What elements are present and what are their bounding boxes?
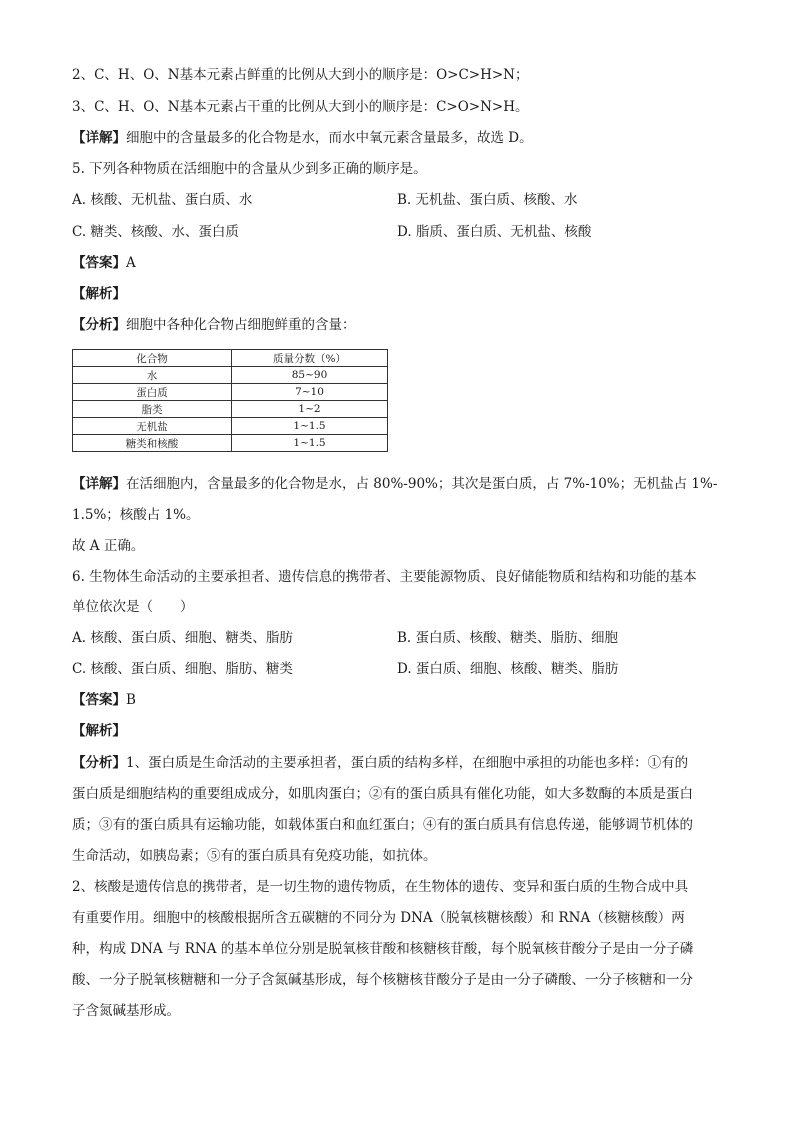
table-header-cell: 化合物 (73, 350, 232, 367)
text-line: 2、C、H、O、N基本元素占鲜重的比例从大到小的顺序是：O>C>H>N； (72, 67, 529, 83)
detail-tag: 【详解】 (72, 130, 126, 146)
question-5-stem: 5. 下列各种物质在活细胞中的含量从少到多正确的顺序是。 (72, 161, 427, 177)
question-5-option-c: C. 糖类、核酸、水、蛋白质 (72, 224, 239, 240)
table-header-cell: 质量分数（%） (232, 350, 388, 367)
question-6-option-d: D. 蛋白质、细胞、核酸、糖类、脂肪 (397, 661, 619, 677)
table-row (73, 367, 388, 384)
answer-value: A (126, 255, 136, 271)
detail-5-line-3: 故 A 正确。 (72, 538, 145, 554)
analysis-5-text (72, 315, 732, 335)
table-cell: 7~10 (232, 384, 388, 401)
analysis-6-line-8: 酸、一分子脱氧核糖糖和一分子含氮碱基形成，每个核糖核苷酸分子是由一分子磷酸、一分子核糖和一分 (72, 972, 693, 988)
analysis-6-line-9: 子含氮碱基形成。 (72, 1003, 180, 1019)
analysis-text: 1、蛋白质是生命活动的主要承担者，蛋白质的结构多样，在细胞中承担的功能也多样：①有的 (126, 755, 689, 771)
question-6-stem-line-2: 单位依次是（ ） (72, 599, 194, 615)
analysis-6-line-2: 蛋白质是细胞结构的重要组成成分，如肌肉蛋白；②有的蛋白质具有催化功能，如大多数酶的本质是蛋白 (72, 786, 693, 802)
text-line: 3、C、H、O、N基本元素占干重的比例从大到小的顺序是：C>O>N>H。 (72, 99, 529, 115)
detail-text: 细胞中的含量最多的化合物是水，而水中氧元素含量最多，故选 D。 (126, 130, 533, 146)
analysis-6-line-7: 种，构成 DNA 与 RNA 的基本单位分别是脱氧核苷酸和核糖核苷酸，每个脱氧核苷酸分子是由一分子磷 (72, 941, 694, 957)
table-header-row (73, 350, 388, 367)
table-cell: 脂类 (73, 401, 232, 418)
detail-5-line-1 (72, 474, 732, 494)
table-cell: 蛋白质 (73, 384, 232, 401)
answer-value: B (126, 692, 136, 708)
analysis-6-tag: 【解析】 (72, 723, 126, 739)
table-row (73, 401, 388, 418)
analysis-6-line-6: 有重要作用。细胞中的核酸根据所含五碳糖的不同分为 DNA（脱氧核糖核酸）和 RNA（核糖核酸）两 (72, 910, 685, 926)
question-5-option-a: A. 核酸、无机盐、蛋白质、水 (72, 192, 253, 208)
question-6-option-a: A. 核酸、蛋白质、细胞、糖类、脂肪 (72, 630, 293, 646)
table-cell: 1~1.5 (232, 418, 388, 435)
compound-content-table (72, 349, 388, 452)
analysis-6-line-3: 质；③有的蛋白质具有运输功能，如载体蛋白和血红蛋白；④有的蛋白质具有信息传递，能够调节机体的 (72, 817, 693, 833)
question-6-option-b: B. 蛋白质、核酸、糖类、脂肪、细胞 (397, 630, 619, 646)
table-row (73, 384, 388, 401)
question-5-option-d: D. 脂质、蛋白质、无机盐、核酸 (397, 224, 592, 240)
detail-paragraph (72, 128, 732, 148)
table-cell: 85~90 (232, 367, 388, 384)
detail-5-line-2: 1.5%；核酸占 1%。 (72, 507, 200, 523)
table-row (73, 418, 388, 435)
analysis-6-line-5: 2、核酸是遗传信息的携带者，是一切生物的遗传物质，在生物体的遗传、变异和蛋白质的生物合成中具 (72, 879, 689, 895)
table-cell: 1~1.5 (232, 435, 388, 452)
question-6-option-c: C. 核酸、蛋白质、细胞、脂肪、糖类 (72, 661, 293, 677)
detail-text: 在活细胞内，含量最多的化合物是水，占 80%-90%；其次是蛋白质，占 7%-10%；无机盐占 1%- (126, 476, 718, 492)
analysis-6-line-4: 生命活动，如胰岛素；⑤有的蛋白质具有免疫功能，如抗体。 (72, 848, 437, 864)
answer-5 (72, 253, 732, 273)
table-row (73, 435, 388, 452)
analysis-5-tag: 【解析】 (72, 286, 126, 302)
analysis-tag: 【分析】 (72, 317, 126, 333)
answer-tag: 【答案】 (72, 255, 126, 271)
table-cell: 无机盐 (73, 418, 232, 435)
question-5-option-b: B. 无机盐、蛋白质、核酸、水 (397, 192, 578, 208)
analysis-6-line-1 (72, 753, 732, 773)
analysis-text: 细胞中各种化合物占细胞鲜重的含量： (126, 317, 356, 333)
question-6-stem-line-1: 6. 生物体生命活动的主要承担者、遗传信息的携带者、主要能源物质、良好储能物质和结构和功能的基本 (72, 569, 697, 585)
answer-6 (72, 690, 732, 710)
table-cell: 1~2 (232, 401, 388, 418)
detail-tag: 【详解】 (72, 476, 126, 492)
analysis-tag: 【分析】 (72, 755, 126, 771)
table-cell: 糖类和核酸 (73, 435, 232, 452)
answer-tag: 【答案】 (72, 692, 126, 708)
table-cell: 水 (73, 367, 232, 384)
